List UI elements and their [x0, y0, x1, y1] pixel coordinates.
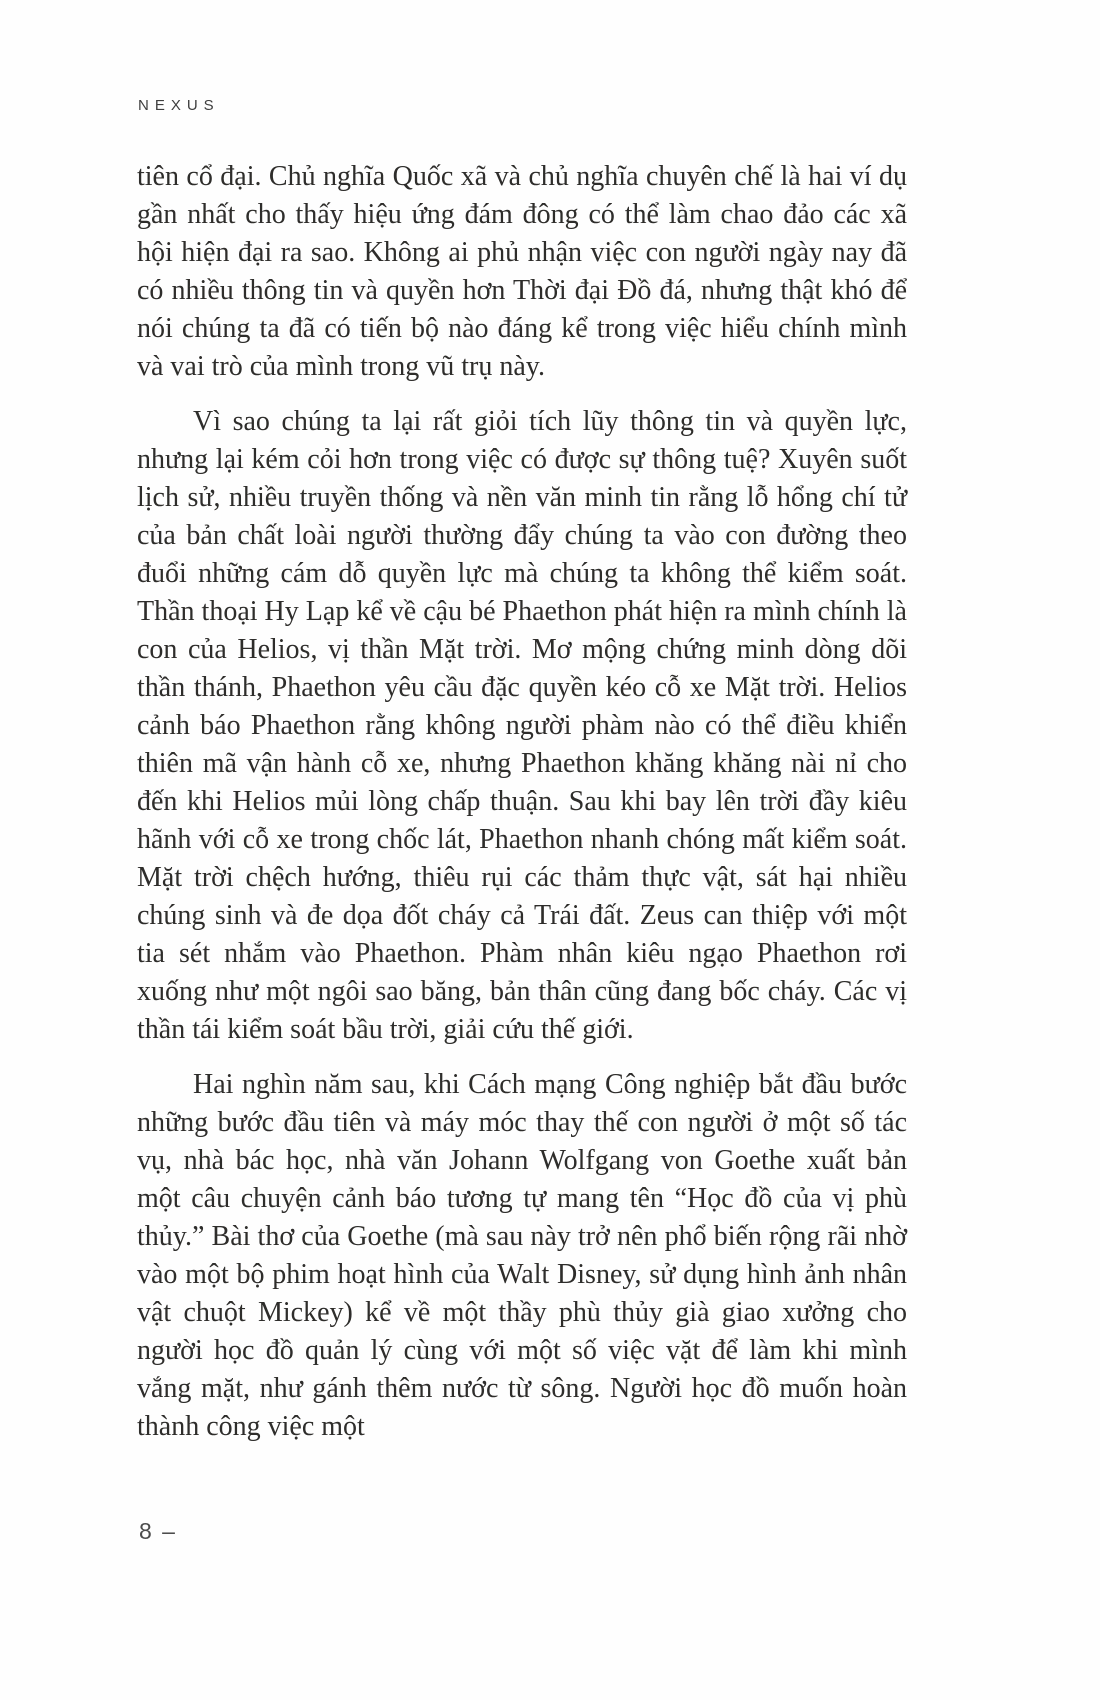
running-header: NEXUS [138, 97, 220, 114]
body-paragraph: tiên cổ đại. Chủ nghĩa Quốc xã và chủ nghĩa chuyên chế là hai ví dụ gần nhất cho thấy hiệu ứng đám đông có thể làm chao đảo các xã hội hiện đại ra sao. Không ai phủ nhận việc con người ngày nay đã có nhiều thông tin và quyền hơn Thời đại Đồ đá, nhưng thật khó để nói chúng ta đã có tiến bộ nào đáng kể trong việc hiểu chính mình và vai trò của mình trong vũ trụ này. [137, 161, 907, 382]
body-paragraph: Hai nghìn năm sau, khi Cách mạng Công nghiệp bắt đầu bước những bước đầu tiên và máy móc thay thế con người ở một số tác vụ, nhà bác học, nhà văn Johann Wolfgang von Goethe xuất bản một câu chuyện cảnh báo tương tự mang tên “Học đồ của vị phù thủy.” Bài thơ của Goethe (mà sau này trở nên phổ biến rộng rãi nhờ vào một bộ phim hoạt hình của Walt Disney, sử dụng hình ảnh nhân vật chuột Mickey) kể về một thầy phù thủy già giao xưởng cho người học đồ quản lý cùng với một số việc vặt để làm khi mình vắng mặt, như gánh thêm nước từ sông. Người học đồ muốn hoàn thành công việc một [137, 1069, 907, 1442]
body-paragraph: Vì sao chúng ta lại rất giỏi tích lũy thông tin và quyền lực, nhưng lại kém cỏi hơn trong việc có được sự thông tuệ? Xuyên suốt lịch sử, nhiều truyền thống và nền văn minh tin rằng lỗ hổng chí tử của bản chất loài người thường đẩy chúng ta vào con đường theo đuổi những cám dỗ quyền lực mà chúng ta không thể kiểm soát. Thần thoại Hy Lạp kể về cậu bé Phaethon phát hiện ra mình chính là con của Helios, vị thần Mặt trời. Mơ mộng chứng minh dòng dõi thần thánh, Phaethon yêu cầu đặc quyền kéo cỗ xe Mặt trời. Helios cảnh báo Phaethon rằng không người phàm nào có thể điều khiển thiên mã vận hành cỗ xe, nhưng Phaethon khăng khăng nài nỉ cho đến khi Helios mủi lòng chấp thuận. Sau khi bay lên trời đầy kiêu hãnh với cỗ xe trong chốc lát, Phaethon nhanh chóng mất kiểm soát. Mặt trời chệch hướng, thiêu rụi các thảm thực vật, sát hại nhiều chúng sinh và đe dọa đốt cháy cả Trái đất. Zeus can thiệp với một tia sét nhắm vào Phaethon. Phàm nhân kiêu ngạo Phaethon rơi xuống như một ngôi sao băng, bản thân cũng đang bốc cháy. Các vị thần tái kiểm soát bầu trời, giải cứu thế giới. [137, 406, 907, 1045]
page-number: 8 – [139, 1518, 177, 1544]
page-body-text [137, 158, 907, 1463]
